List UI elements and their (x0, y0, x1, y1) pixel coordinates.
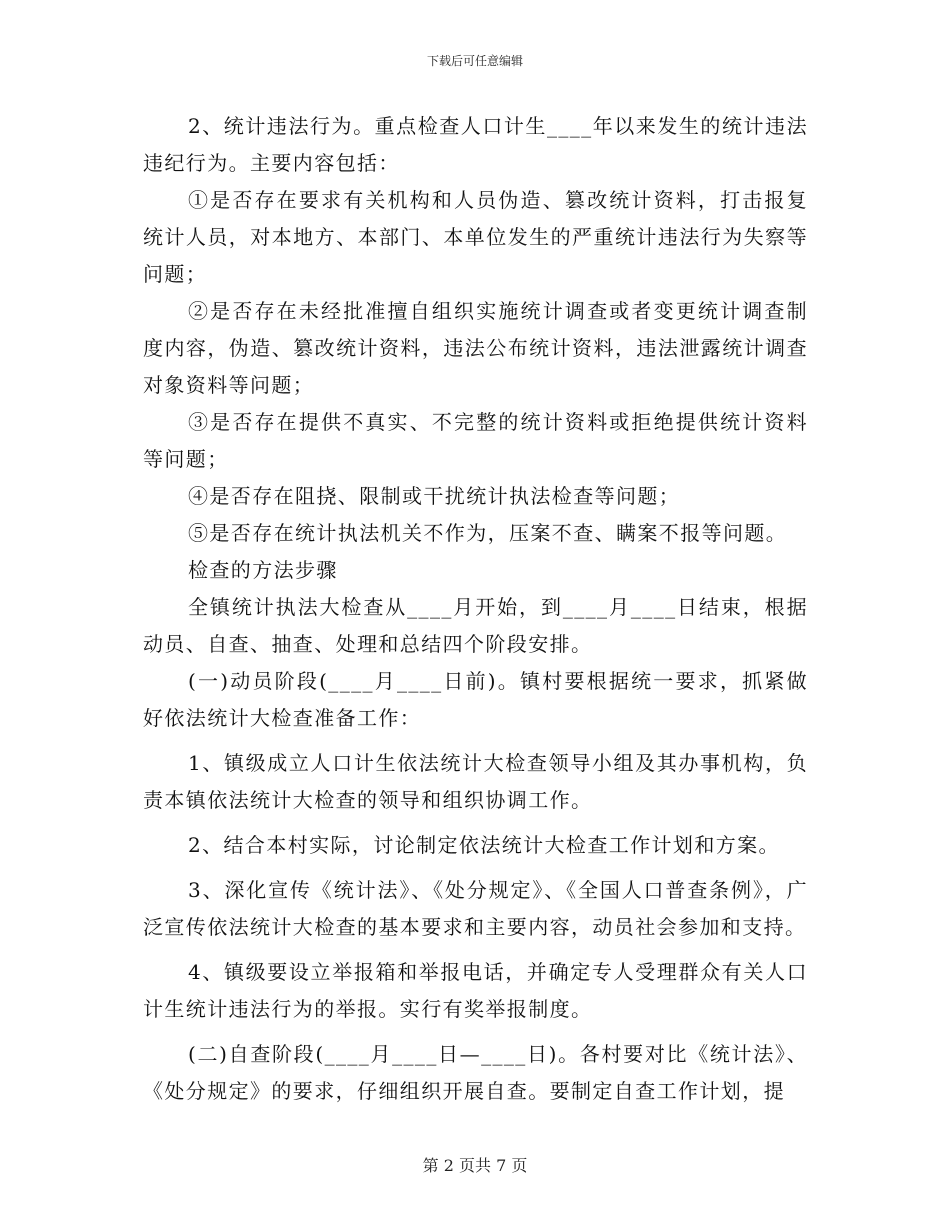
paragraph-2: ①是否存在要求有关机构和人员伪造、篡改统计资料，打击报复统计人员，对本地方、本部门、本单位发生的严重统计违法行为失察等问题； (143, 188, 808, 286)
paragraph-1: 2、统计违法行为。重点检查人口计生____年以来发生的统计违法违纪行为。主要内容包括： (143, 114, 808, 175)
paragraph-9: 1、镇级成立人口计生依法统计大检查领导小组及其办事机构，负责本镇依法统计大检查的领导和组织协调工作。 (143, 751, 808, 812)
paragraph-12: 4、镇级要设立举报箱和举报电话，并确定专人受理群众有关人口计生统计违法行为的举报。实行有奖举报制度。 (143, 960, 808, 1021)
paragraph-8: (一)动员阶段(____月____日前)。镇村要根据统一要求，抓紧做好依法统计大检查准备工作： (143, 669, 808, 730)
paragraph-4: ③是否存在提供不真实、不完整的统计资料或拒绝提供统计资料等问题； (143, 410, 808, 471)
paragraph-10: 2、结合本村实际，讨论制定依法统计大检查工作计划和方案。 (188, 833, 780, 857)
section-heading: 检查的方法步骤 (188, 558, 338, 582)
paragraph-7: 全镇统计执法大检查从____月开始，到____月____日结束，根据动员、自查、抽查、处理和总结四个阶段安排。 (143, 595, 808, 656)
paragraph-13: (二)自查阶段(____月____日—____日)。各村要对比《统计法》、《处分规定》的要求，仔细组织开展自查。要制定自查工作计划，提 (143, 1042, 808, 1103)
paragraph-3: ②是否存在未经批准擅自组织实施统计调查或者变更统计调查制度内容，伪造、篡改统计资料，违法公布统计资料，违法泄露统计调查对象资料等问题； (143, 299, 808, 397)
page-header: 下载后可任意编辑 (426, 54, 523, 68)
page-footer: 第 2 页共 7 页 (422, 1156, 528, 1175)
paragraph-11: 3、深化宣传《统计法》、《处分规定》、《全国人口普查条例》，广泛宣传依法统计大检查的基本要求和主要内容，动员社会参加和支持。 (143, 878, 808, 939)
document-body (143, 108, 808, 1110)
paragraph-6: ⑤是否存在统计执法机关不作为，压案不查、瞒案不报等问题。 (188, 521, 788, 545)
paragraph-5: ④是否存在阻挠、限制或干扰统计执法检查等问题； (188, 484, 681, 508)
